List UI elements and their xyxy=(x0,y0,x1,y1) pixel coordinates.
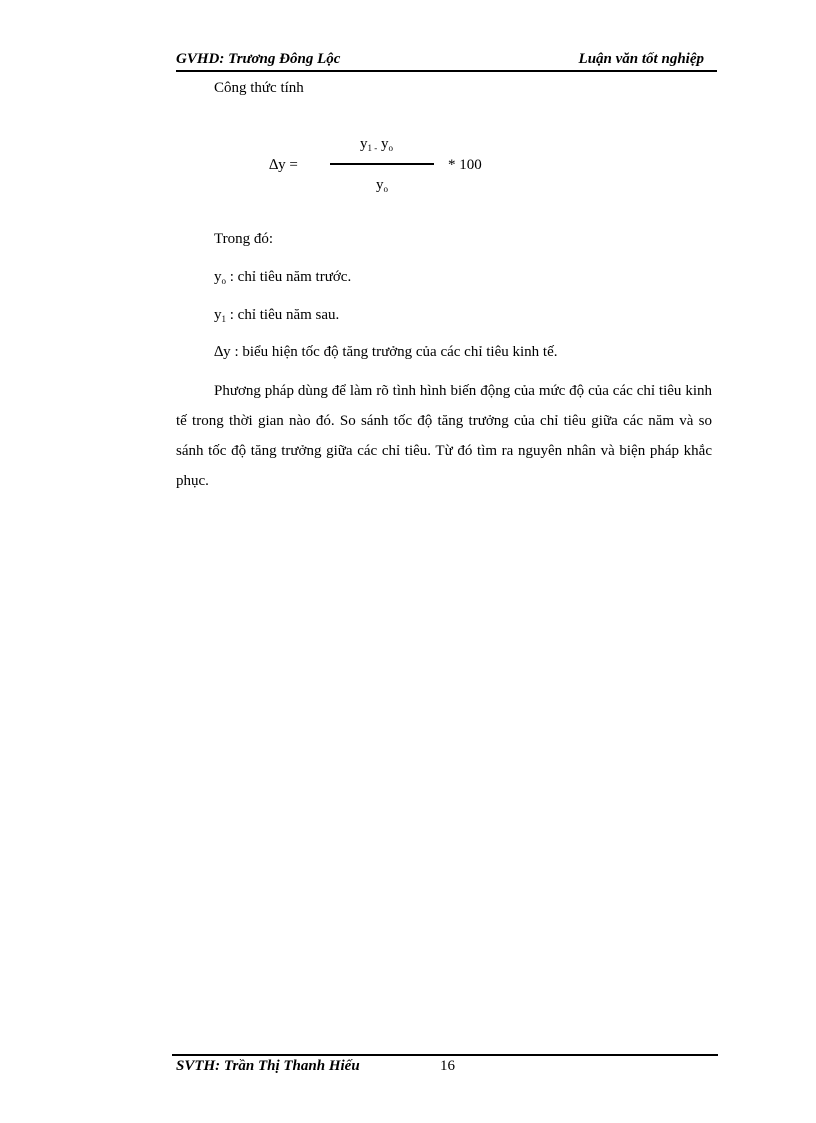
formula-denominator: $y_o$ xyxy=(376,177,388,194)
method-paragraph: Phương pháp dùng để làm rõ tình hình biến động của mức độ của các chỉ tiêu kinh tế trong thời gian nào đó. So sánh tốc độ tăng trưởng của chỉ tiêu giữa các năm và so sánh tốc độ tăng trưởng giữa các chỉ tiêu. Từ đó tìm ra nguyên nhân và biện pháp khắc phục. xyxy=(176,383,712,489)
formula-intro: Công thức tính xyxy=(214,80,304,96)
definition-item: ∆y : biểu hiện tốc độ tăng trưởng của các chỉ tiêu kinh tế. xyxy=(214,344,558,360)
fraction-bar xyxy=(330,163,434,165)
formula-lhs: ∆y = xyxy=(269,157,298,173)
page-header xyxy=(176,50,717,72)
where-label: Trong đó: xyxy=(214,231,274,247)
footer-rule xyxy=(172,1054,718,1056)
formula-multiplier: * 100 xyxy=(448,157,482,173)
document-type: Luận văn tốt nghiệp xyxy=(578,51,704,67)
advisor-name: GVHD: Trương Đông Lộc xyxy=(176,51,341,67)
student-name: SVTH: Trần Thị Thanh Hiếu xyxy=(176,1058,360,1074)
formula-numerator: $y_{1 -}$ $y_o$ xyxy=(360,136,393,153)
page-number: 16 xyxy=(440,1058,455,1074)
definition-item: $y_o$ : chỉ tiêu năm trước. xyxy=(214,269,352,286)
definition-item: $y_1$ : chỉ tiêu năm sau. xyxy=(214,307,340,324)
